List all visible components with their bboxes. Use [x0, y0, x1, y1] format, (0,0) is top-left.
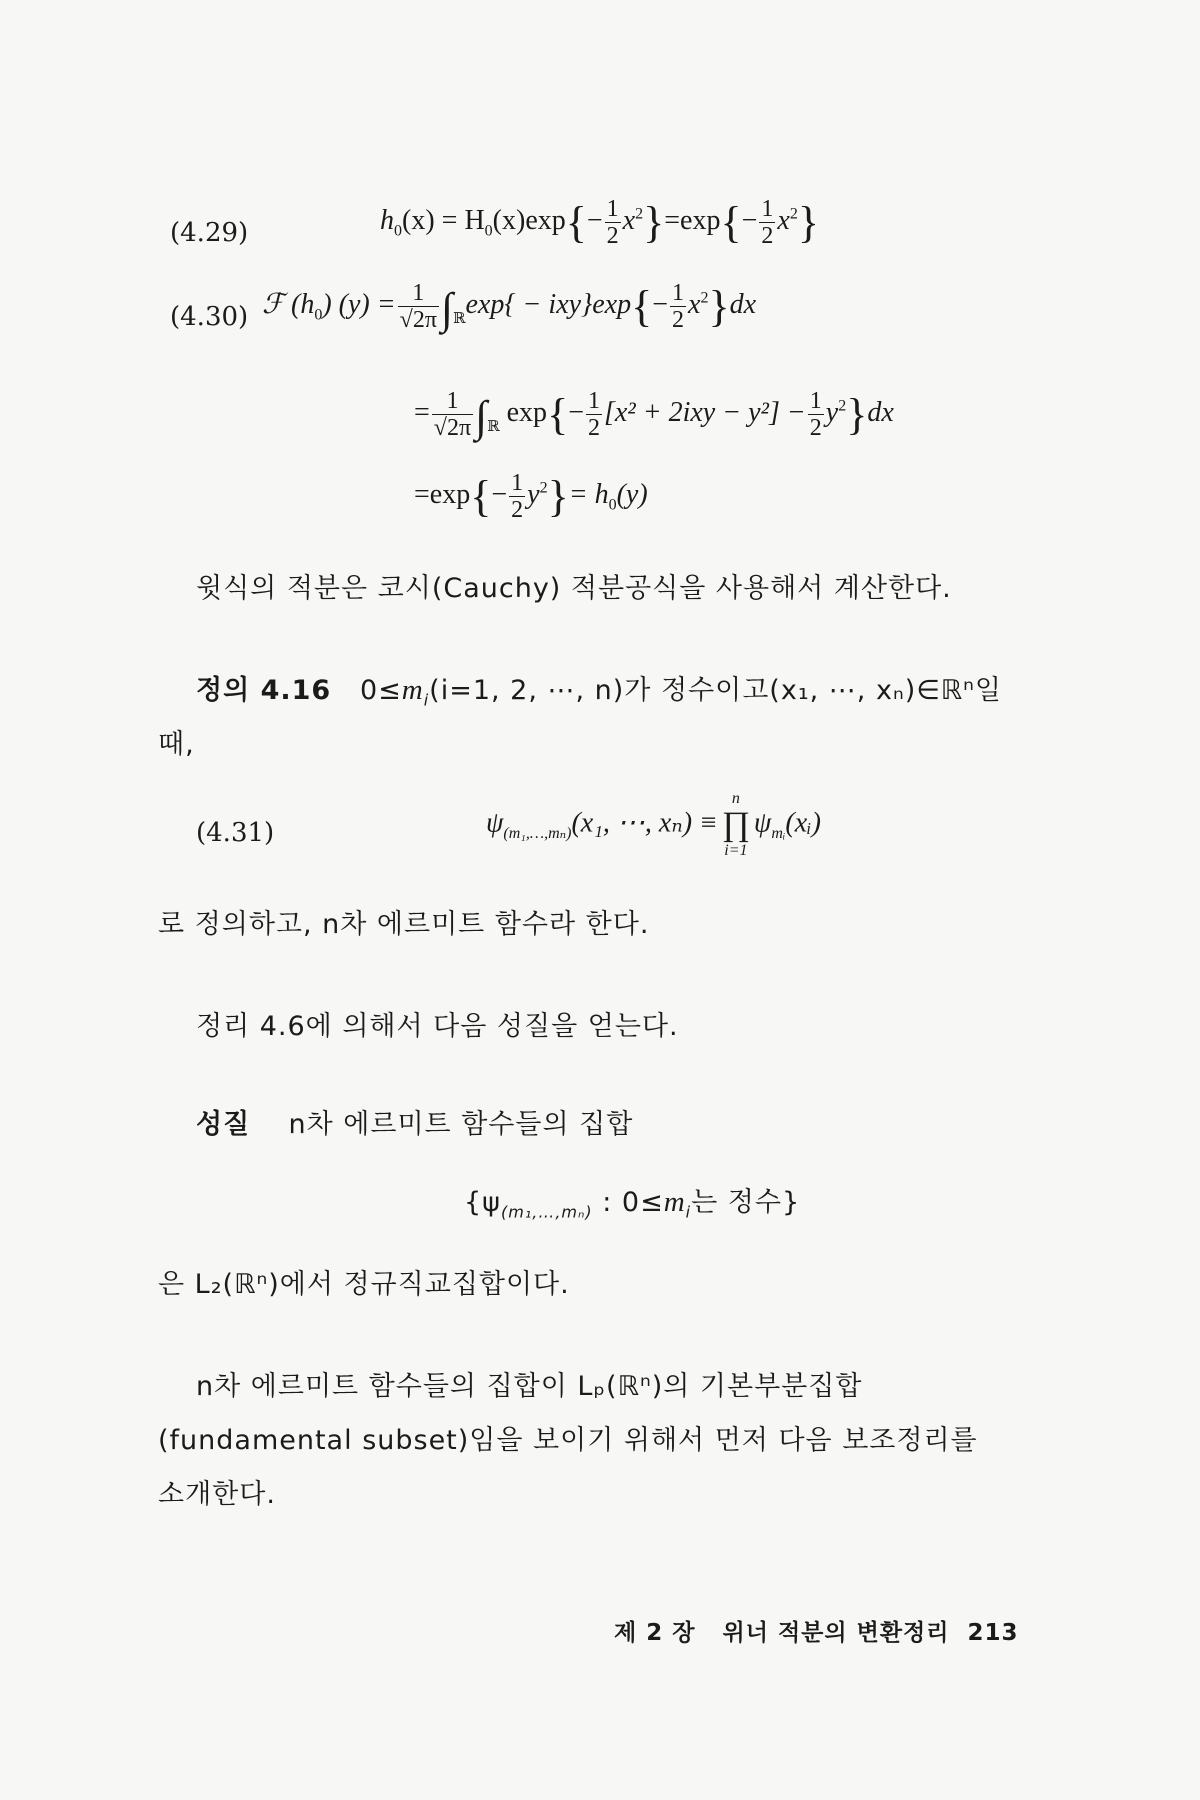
- eq430-line3: =exp: [414, 478, 471, 510]
- eq431-rhs-sub: mᵢ: [771, 825, 786, 843]
- property-body: n차 에르미트 함수들의 집합: [288, 1109, 634, 1140]
- set-close: 는 정수}: [691, 1187, 801, 1218]
- definition-continuation: 때,: [158, 729, 195, 760]
- eq430-line2-bracket: [x² + 2ixy − y²] −: [603, 396, 806, 428]
- definition-body-a: 0≤: [359, 675, 402, 706]
- eq430-lhs-tail: ) (y) =: [322, 288, 396, 320]
- eq429-mid-arg: (x)exp: [492, 204, 566, 236]
- property-heading: 성질: [196, 1109, 251, 1140]
- eq431-lhs-arg: (x₁, ⋯, xₙ) ≡: [571, 807, 718, 839]
- definition-4-16: 정의 4.16 $0\le m_i(i=1$, 2, ⋯, n)가 정수이고(x₁, ⋯, xₙ)∈ℝⁿ일: [196, 674, 1002, 710]
- eq429-lhs-arg: (x): [402, 204, 435, 236]
- eq430-line3-arg: (y): [616, 478, 648, 510]
- footer-chapter: 제 2 장: [614, 1620, 696, 1646]
- equation-4-30-line2: = $\frac{1}{√2\pi}$ $\int_ℝ$ exp{− $\frac{1}{2}$ [x² + 2ixy − y²] − $\frac{1}{2}$ $y^2\}dx$: [414, 388, 894, 441]
- brace-close: }: [643, 197, 665, 247]
- paragraph-fundamental-line3: 소개한다.: [158, 1479, 276, 1510]
- eq431-rhs: ψ: [753, 807, 772, 839]
- paragraph-cauchy: 윗식의 적분은 코시(Cauchy) 적분공식을 사용해서 계산한다.: [196, 573, 952, 604]
- eq430-line2-body: exp: [506, 396, 548, 428]
- integral-sign: ∫: [440, 283, 453, 333]
- eq429-rhs: =exp: [664, 204, 721, 236]
- fraction-half: $\frac{1}{2}$: [761, 196, 774, 249]
- paragraph-fundamental-line2: (fundamental subset)임을 보이기 위해서 먼저 다음 보조정리를: [158, 1425, 978, 1456]
- eq430-line1-body: exp{ − ixy}exp: [465, 288, 632, 320]
- fraction-half: $\frac{1}{2}$: [606, 196, 619, 249]
- property-statement: [196, 1102, 633, 1141]
- set-sub: (m₁,…,mₙ): [501, 1202, 593, 1222]
- eq429-lhs: h: [380, 204, 394, 236]
- equation-4-31: [486, 790, 821, 860]
- paragraph-theorem-4-6: 정리 4.6에 의해서 다음 성질을 얻는다.: [196, 1011, 679, 1042]
- equation-number-4-31: (4.31): [196, 818, 275, 848]
- paragraph-orthonormal: 은 L₂(ℝⁿ)에서 정규직교집합이다.: [158, 1269, 570, 1300]
- equation-4-29: $h_0(x) = H_0(x)\exp\{-$ $\frac{1}{2}$ $x^2\}=\exp\{-$ $\frac{1}{2}$ $x^2$}: [380, 196, 819, 249]
- paragraph-hermite-definition: 로 정의하고, n차 에르미트 함수라 한다.: [158, 909, 650, 940]
- eq431-lhs: ψ: [486, 807, 504, 839]
- paragraph-fundamental-line1: n차 에르미트 함수들의 집합이 Lₚ(ℝⁿ)의 기본부분집합: [196, 1371, 863, 1402]
- footer-title: 위너 적분의 변환정리: [722, 1620, 950, 1646]
- set-open: {ψ: [464, 1187, 501, 1218]
- integral-sign: ∫: [475, 391, 488, 441]
- eq430-lhs: ℱ (h: [262, 288, 315, 320]
- equation-4-30-line1: ℱ $(h_0) (y)$ = $\frac{1}{√2\pi}$ $\int_ℝ\exp\{ - ixy\}\exp\{-$ $\frac{1}{2}$ $x^2\}dx$: [262, 280, 757, 333]
- eq429-lhs-sub: 0: [394, 222, 402, 240]
- fraction-inv-sqrt-2pi: $\frac{1}{√2\pi}$: [433, 388, 472, 441]
- definition-body-b: (i=1, 2, ⋯, n)가 정수이고(x₁, ⋯, xₙ)∈ℝⁿ일: [429, 675, 1002, 706]
- eq430-lhs-sub: 0: [314, 306, 323, 324]
- eq431-rhs-arg: (xᵢ): [785, 807, 821, 839]
- set-colon: : 0≤: [602, 1187, 664, 1218]
- equation-number-4-29: (4.29): [170, 218, 249, 248]
- equation-number-4-30: (4.30): [170, 302, 249, 332]
- eq431-lhs-sub: (m₁,…,mₙ): [503, 825, 572, 843]
- eq430-line3-tail: = h: [568, 478, 609, 510]
- eq430-line3-sub: 0: [608, 496, 617, 514]
- product-operator: n ∏ i=1: [721, 790, 750, 859]
- page-number: 213: [967, 1620, 1019, 1646]
- hermite-set: {$\psi_{(m_1,\dots,m_n)}$ : $0\le m_i$는 정수}: [464, 1186, 801, 1222]
- eq429-mid-sub: 0: [484, 222, 493, 240]
- definition-heading: 정의 4.16: [196, 675, 332, 706]
- eq429-mid: = H: [441, 204, 485, 236]
- running-footer: [614, 1614, 1019, 1647]
- fraction-inv-sqrt-2pi: $\frac{1}{√2\pi}$: [399, 280, 437, 333]
- brace-open: {: [565, 197, 587, 247]
- equation-4-30-line3: =exp{− $\frac{1}{2}$ $y^2\}= h_0(y)$: [414, 470, 648, 523]
